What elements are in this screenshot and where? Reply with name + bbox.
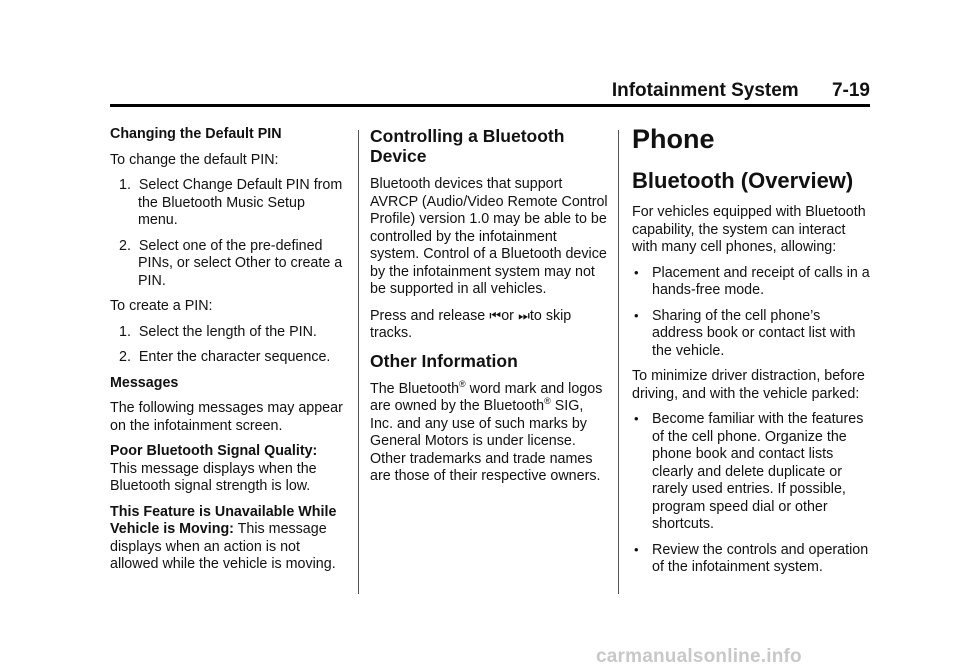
column-divider <box>358 130 359 594</box>
page-number: 7-19 <box>831 80 870 101</box>
paragraph: The following messages may appear on the infotainment screen. <box>110 400 343 434</box>
column-3 <box>632 126 872 585</box>
text: The Bluetooth <box>370 380 460 397</box>
page-header <box>110 80 870 106</box>
bullet-item <box>632 265 872 300</box>
message-title: Poor Bluetooth Signal Quality: <box>110 443 318 459</box>
numbered-step: 2. Enter the character sequence. <box>119 349 331 365</box>
text: word mark and logos are owned by the Bluetooth <box>370 380 603 414</box>
message-title: This Feature is Unavailable While Vehicle is Moving: <box>110 503 337 537</box>
numbered-step: 1. Select Change Default PIN from the Bluetooth Music Setup menu. <box>119 177 343 228</box>
bullet-icon: • <box>634 541 639 557</box>
numbered-step: 2. Select one of the pre-defined PINs, or select Other to create a PIN. <box>119 237 343 289</box>
paragraph: For vehicles equipped with Bluetooth capability, the system can interact with many cell phones, allowing: <box>632 204 866 255</box>
column-1 <box>110 126 346 582</box>
text: or <box>501 307 514 324</box>
message-item <box>110 504 346 574</box>
paragraph: To create a PIN: <box>110 298 213 314</box>
bullet-text: Sharing of the cell phone’s address book or contact list with the vehicle. <box>652 307 856 359</box>
registered-mark: ® <box>459 378 466 389</box>
heading-messages: Messages <box>110 374 179 391</box>
text: to skip tracks. <box>370 307 572 341</box>
bullet-item <box>632 308 872 361</box>
skip-back-icon: ⏮ <box>489 307 502 323</box>
heading-controlling: Controlling a Bluetooth Device <box>370 126 565 166</box>
bullet-item <box>632 542 872 577</box>
heading-other-info: Other Information <box>370 350 518 371</box>
message-text: This message displays when an action is not allowed while the vehicle is moving. <box>110 521 336 572</box>
paragraph-skip <box>370 307 608 343</box>
message-item <box>110 443 346 496</box>
column-2 <box>370 126 608 494</box>
column-divider <box>618 130 619 594</box>
paragraph: Bluetooth devices that support AVRCP (Audio/Video Remote Control Profile) version 1.0 may be able to be controlled by the infotainment system. Control of a Bluetooth device by the infotainment system may not be supported in all vehicles. <box>370 176 608 297</box>
watermark: carmanualsonline.info <box>596 646 802 667</box>
bullet-item <box>632 411 872 534</box>
numbered-step: 1. Select the length of the PIN. <box>119 323 317 340</box>
paragraph: To change the default PIN: <box>110 151 279 168</box>
bullet-text: Placement and receipt of calls in a hands-free mode. <box>652 264 870 298</box>
skip-forward-icon: ⏭ <box>518 307 530 323</box>
paragraph-trademark <box>370 378 608 486</box>
paragraph: To minimize driver distraction, before driving, and with the vehicle parked: <box>632 368 865 402</box>
bullet-icon: • <box>634 411 639 426</box>
heading-phone: Phone <box>632 124 715 154</box>
text: SIG, Inc. and any use of such marks by General Motors is under license. Other trademarks and trade names are those of their respective owners. <box>370 398 601 484</box>
bullet-icon: • <box>634 264 639 280</box>
header-rule <box>110 104 870 107</box>
bullet-text: Become familiar with the features of the cell phone. Organize the phone book and contact lists clearly and delete duplicate or rarely used entries. If possible, program speed dial or other shortcuts. <box>652 411 864 532</box>
section-title: Infotainment System <box>611 80 799 101</box>
bullet-icon: • <box>634 307 639 323</box>
bullet-text: Review the controls and operation of the infotainment system. <box>652 541 869 575</box>
registered-mark: ® <box>544 396 551 407</box>
heading-change-pin: Changing the Default PIN <box>110 126 282 142</box>
message-text: This message displays when the Bluetooth signal strength is low. <box>110 460 317 494</box>
text: Press and release <box>370 307 486 324</box>
heading-bluetooth-overview: Bluetooth (Overview) <box>632 168 854 193</box>
